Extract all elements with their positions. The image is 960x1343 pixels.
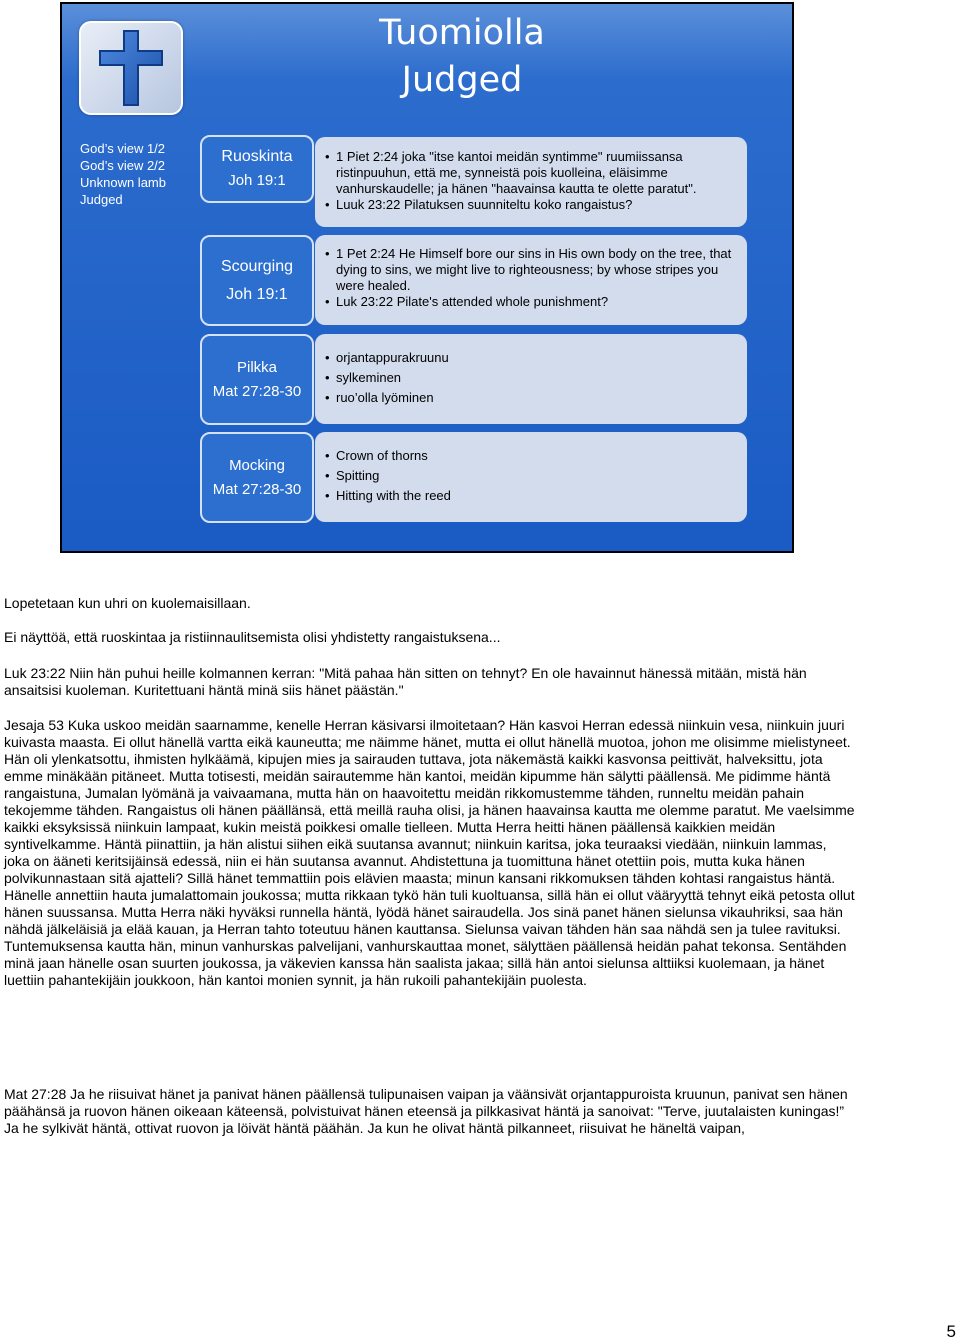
nav-item[interactable]: God’s view 2/2 [80, 158, 166, 173]
bullet-item: • orjantappurakruunu [319, 348, 737, 368]
nav-item[interactable]: God’s view 1/2 [80, 141, 166, 156]
nav-item[interactable]: Judged [80, 192, 123, 207]
page-number: 5 [946, 1322, 956, 1341]
row-label-ref: Mat 27:28-30 [212, 480, 302, 498]
row-content-ruoskinta [315, 137, 747, 227]
row-content-pilkka [315, 334, 747, 424]
row-label-ref: Joh 19:1 [228, 172, 286, 189]
note-paragraph: Mat 27:28 Ja he riisuivat hänet ja panivat hänen päällensä tulipunaisen vaipan ja väänsivät orjantappuroista kruunun, panivat sen hänen päähänsä ja ruovon hänen oikeaan käteensä, polvistuivat hänen eteensä ja pilkkasivat häntä ja sanoivat: "Terve, juutalaisten kuningas!” Ja he sylkivät häntä, ottivat ruovon ja löivät häntä päähän. Ja kun he olivat häntä pilkanneet, riisuivat he häneltä vaipan, [4, 1086, 848, 1136]
slide-title [262, 10, 662, 104]
bullet-item: • Hitting with the reed [319, 486, 737, 506]
row-label-title: Ruoskinta [221, 148, 293, 165]
note-paragraph: Jesaja 53 Kuka uskoo meidän saarnamme, kenelle Herran käsivarsi ilmoitetaan? Hän kasvoi Herran edessä niinkuin vesa, niinkuin juuri kuivasta maasta. Ei ollut hänellä vartta eikä kauneutta; me näimme hänet, mutta ei ollut hänellä muotoa, johon me olisimme mielistyneet. Hän oli ylenkatsottu, ihmisten hylkäämä, kipujen mies ja sairauden tuttava, jota näkemästä kaikki kasvonsa peittivät, halveksittu, jota emme minäkään pitäneet. Mutta totisesti, meidän sairautemme hän kantoi, meidän kipumme hän sälytti päällensä. Me pidimme häntä rangaistuna, Jumalan lyömänä ja vaivaamana, mutta hän on haavoitettu meidän rikkomustemme tähden, runneltu meidän pahain tekojemme tähden. Rangaistus oli hänen päällänsä, että meillä rauha olisi, ja hänen haavainsa kautta me olemme paratut. Me vaelsimme kaikki eksyksissä niinkuin lampaat, kukin meistä poikkesi omalle tielleen. Mutta Herra heitti hänen päällensä kaikkien meidän syntivelkamme. Häntä piinattiin, ja hän alistui siihen eikä suutansa avannut; niinkuin karitsa, joka teuraaksi viedään, niinkuin lammas, joka on ääneti keritsijäinsä edessä, niin ei hän suutansa avannut. Ahdistettuna ja tuomittuna hänet otettiin pois, mutta kuka hänen polvikunnastaan sitä ajatteli? Sillä hänet temmattiin pois elävien maasta; minun kansani rikkomuksen tähden kohtasi rangaistus häntä. Hänelle annettiin hauta jumalattomain joukossa; mutta rikkaan tykö hän tuli kuoltuansa, sillä hän ei ollut vääryyttä tehnyt eikä petosta ollut hänen suussansa. Mutta Herra näki hyväksi runnella häntä, lyödä hänet sairaudella. Jos sinä panet hänen sielunsa vikauhriksi, saa hän nähdä jälkeläisiä ja elää kauan, ja Herran tahto toteutuu hänen kauttansa. Sielunsa vaivan tähden hän saa nähdä sen ja tulee ravituksi. Tuntemuksensa kautta hän, minun vanhurskas palvelijani, vanhurskauttaa monet, sälyttäen päällensä heidän pahat tekonsa. Sentähden minä jaan hänelle osan suurten joukossa, ja väkevien kanssa hän saalista jakaa; sillä hän antoi sielunsa alttiiksi kuolemaan, ja hänet luettiin pahantekijäin joukkoon, hän kantoi monien synnit, ja hän rukoili pahantekijäin puolesta. [4, 717, 855, 988]
cross-icon [96, 29, 166, 107]
row-label-mocking [200, 432, 314, 523]
bullet-item: • 1 Pet 2:24 He Himself bore our sins in His own body on the tree, that dying to sins, we might live to righteousness; by whose stripes you were healed. [319, 246, 737, 294]
note-paragraph: Lopetetaan kun uhri on kuolemaisillaan. [4, 595, 251, 611]
row-content-mocking [315, 432, 747, 522]
row-label-title: Pilkka [236, 358, 277, 376]
row-label-title: Mocking [229, 456, 285, 474]
slide [60, 2, 794, 553]
row-label-scourging [200, 235, 314, 326]
nav-item[interactable]: Unknown lamb [80, 175, 166, 190]
bullet-item: • Spitting [319, 466, 737, 486]
bullet-item: • ruo’olla lyöminen [319, 388, 737, 408]
row-label-pilkka [200, 334, 314, 425]
bullet-item: • Crown of thorns [319, 446, 737, 466]
note-paragraph: Luk 23:22 Niin hän puhui heille kolmannen kerran: "Mitä pahaa hän sitten on tehnyt? En ole havainnut hänessä mitään, mistä hän ansaitsisi kuoleman. Kuritettuani häntä minä siis hänet päästän." [4, 665, 807, 698]
slide-title-line-2: Judged [401, 60, 523, 100]
bullet-item: • Luk 23:22 Pilate's attended whole punishment? [319, 294, 737, 310]
bullet-item: • sylkeminen [319, 368, 737, 388]
bullet-item: • Luuk 23:22 Pilatuksen suunniteltu koko rangaistus? [319, 197, 737, 213]
row-label-ref: Joh 19:1 [226, 285, 288, 303]
cross-logo [79, 21, 183, 115]
bullet-item: • 1 Piet 2:24 joka "itse kantoi meidän syntimme" ruumiissansa ristinpuuhun, että me, synneistä pois kuolleina, eläisimme vanhurskaudelle; ja hänen "haavainsa kautta te olette paratut". [319, 149, 737, 197]
slide-nav [80, 140, 166, 208]
row-label-ref: Mat 27:28-30 [212, 382, 302, 400]
row-content-scourging [315, 235, 747, 325]
row-label-title: Scourging [220, 257, 294, 275]
slide-title-line-1: Tuomiolla [379, 13, 545, 53]
note-paragraph: Ei näyttöä, että ruoskintaa ja ristiinnaulitsemista olisi yhdistetty rangaistuksena... [4, 629, 501, 645]
row-label-ruoskinta [200, 135, 314, 203]
